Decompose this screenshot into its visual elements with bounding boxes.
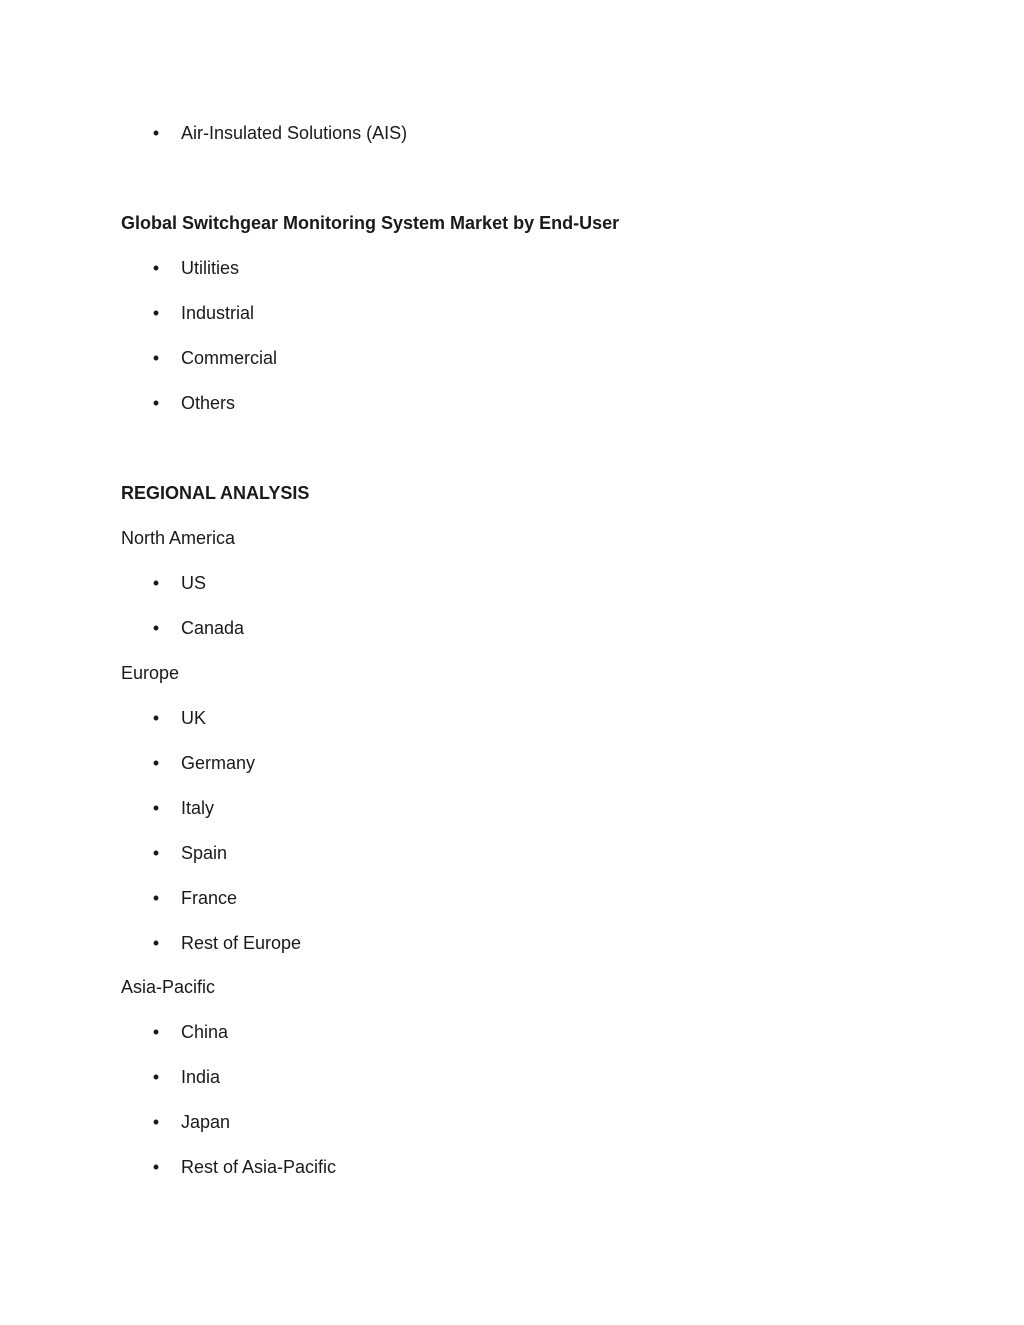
section-heading-end-user: Global Switchgear Monitoring System Market by End-User <box>121 213 620 233</box>
list-item-text: Germany <box>181 753 256 773</box>
bullet-icon: • <box>152 303 160 323</box>
list-item-text: Rest of Asia-Pacific <box>181 1157 337 1177</box>
list-item-text: Italy <box>181 798 215 818</box>
list-item-text: US <box>181 573 207 593</box>
list-item-text: Air-Insulated Solutions (AIS) <box>181 123 408 143</box>
bullet-icon: • <box>152 618 160 638</box>
bullet-icon: • <box>152 123 160 143</box>
list-item-text: Utilities <box>181 258 240 278</box>
list-item-text: Industrial <box>181 303 255 323</box>
bullet-icon: • <box>152 1112 160 1132</box>
bullet-icon: • <box>152 753 160 773</box>
bullet-icon: • <box>152 843 160 863</box>
bullet-icon: • <box>152 888 160 908</box>
bullet-icon: • <box>152 393 160 413</box>
region-label-europe: Europe <box>121 663 180 683</box>
section-heading-regional: REGIONAL ANALYSIS <box>121 483 310 503</box>
list-item-text: China <box>181 1022 229 1042</box>
bullet-icon: • <box>152 573 160 593</box>
region-label-asia-pacific: Asia-Pacific <box>121 977 216 997</box>
list-item-text: Canada <box>181 618 245 638</box>
bullet-icon: • <box>152 1157 160 1177</box>
list-item-text: India <box>181 1067 221 1087</box>
bullet-icon: • <box>152 798 160 818</box>
list-item-text: Commercial <box>181 348 278 368</box>
bullet-icon: • <box>152 708 160 728</box>
list-item-text: Rest of Europe <box>181 933 302 953</box>
list-item-text: UK <box>181 708 207 728</box>
bullet-icon: • <box>152 933 160 953</box>
bullet-icon: • <box>152 348 160 368</box>
bullet-icon: • <box>152 1067 160 1087</box>
bullet-icon: • <box>152 258 160 278</box>
region-label-north-america: North America <box>121 528 236 548</box>
list-item-text: France <box>181 888 238 908</box>
list-item-text: Japan <box>181 1112 231 1132</box>
bullet-icon: • <box>152 1022 160 1042</box>
list-item-text: Spain <box>181 843 228 863</box>
list-item-text: Others <box>181 393 236 413</box>
